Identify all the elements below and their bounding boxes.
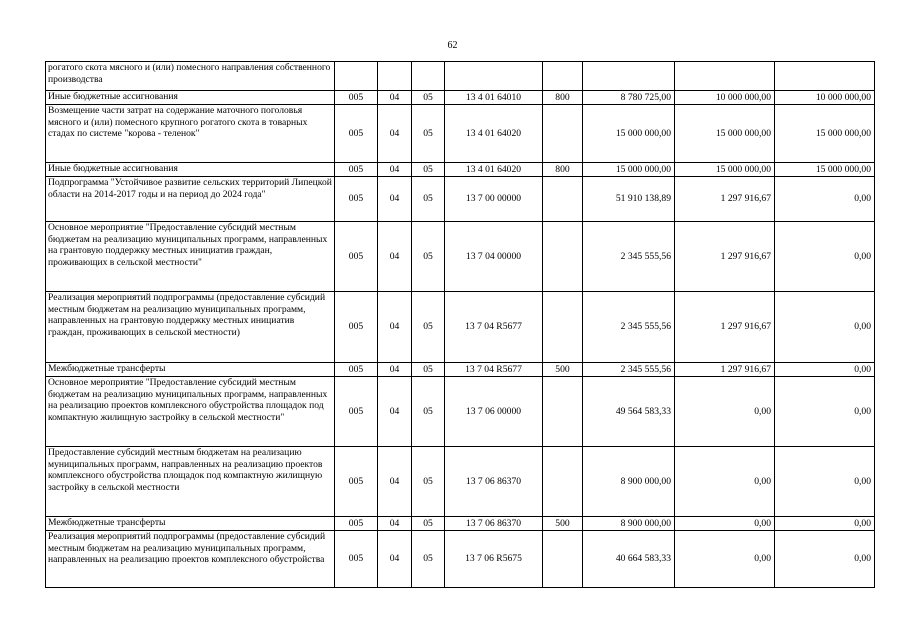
table-row <box>46 517 875 531</box>
cell-sum-3: 0,00 <box>775 222 875 292</box>
cell-expense-type <box>543 177 583 222</box>
cell-expense-type <box>543 105 583 163</box>
row-name: Иные бюджетные ассигнования <box>46 163 335 177</box>
cell-subsection: 05 <box>412 447 445 517</box>
cell-sum-1: 15 000 000,00 <box>583 163 675 177</box>
cell-ministry: 005 <box>335 377 378 447</box>
cell-section: 04 <box>378 531 412 588</box>
cell-target-code: 13 7 06 86370 <box>445 447 543 517</box>
row-name: Подпрограмма "Устойчивое развитие сельских территорий Липецкой области на 2014-2017 годы и на период до 2024 года" <box>46 177 335 222</box>
cell-expense-type: 800 <box>543 163 583 177</box>
cell-sum-3: 10 000 000,00 <box>775 91 875 105</box>
cell-sum-1 <box>583 62 675 91</box>
cell-sum-1: 2 345 555,56 <box>583 363 675 377</box>
cell-expense-type: 800 <box>543 91 583 105</box>
cell-target-code: 13 7 04 00000 <box>445 222 543 292</box>
cell-target-code <box>445 62 543 91</box>
cell-sum-3 <box>775 62 875 91</box>
cell-subsection: 05 <box>412 105 445 163</box>
table-row <box>46 62 875 91</box>
cell-target-code: 13 4 01 64020 <box>445 163 543 177</box>
cell-subsection: 05 <box>412 292 445 363</box>
cell-sum-3: 0,00 <box>775 363 875 377</box>
cell-sum-3: 0,00 <box>775 292 875 363</box>
cell-ministry: 005 <box>335 177 378 222</box>
table-row <box>46 91 875 105</box>
cell-sum-3: 15 000 000,00 <box>775 105 875 163</box>
row-name: Реализация мероприятий подпрограммы (предоставление субсидий местным бюджетам на реализацию муниципальных программ, направленных на реализацию проектов комплексного обустройства <box>46 531 335 588</box>
cell-target-code: 13 7 06 00000 <box>445 377 543 447</box>
cell-expense-type: 500 <box>543 517 583 531</box>
row-name: Предоставление субсидий местным бюджетам на реализацию муниципальных программ, направленных на реализацию проектов комплексного обустройства площадок под компактную жилищную застройку в сельской местности <box>46 447 335 517</box>
cell-target-code: 13 4 01 64010 <box>445 91 543 105</box>
row-name: Межбюджетные трансферты <box>46 517 335 531</box>
cell-sum-1: 2 345 555,56 <box>583 222 675 292</box>
cell-sum-2: 1 297 916,67 <box>675 222 775 292</box>
row-name: Межбюджетные трансферты <box>46 363 335 377</box>
cell-sum-1: 8 780 725,00 <box>583 91 675 105</box>
row-name: Возмещение части затрат на содержание маточного поголовья мясного и (или) помесного крупного рогатого скота в товарных стадах по системе "корова - теленок" <box>46 105 335 163</box>
cell-sum-2: 15 000 000,00 <box>675 163 775 177</box>
cell-sum-1: 51 910 138,89 <box>583 177 675 222</box>
cell-section <box>378 62 412 91</box>
row-name: Основное мероприятие "Предоставление субсидий местным бюджетам на реализацию муниципальных программ, направленных на грантовую поддержку местных инициатив граждан, проживающих в сельской местности" <box>46 222 335 292</box>
cell-expense-type <box>543 447 583 517</box>
row-name: Основное мероприятие "Предоставление субсидий местным бюджетам на реализацию муниципальных программ, направленных на реализацию проектов комплексного обустройства площадок под компактную жилищную застройку в сельской местности" <box>46 377 335 447</box>
cell-subsection: 05 <box>412 377 445 447</box>
cell-sum-1: 8 900 000,00 <box>583 517 675 531</box>
cell-section: 04 <box>378 517 412 531</box>
cell-sum-2: 1 297 916,67 <box>675 177 775 222</box>
table-row <box>46 222 875 292</box>
cell-sum-3: 0,00 <box>775 377 875 447</box>
table-row <box>46 292 875 363</box>
row-name: Иные бюджетные ассигнования <box>46 91 335 105</box>
cell-expense-type <box>543 62 583 91</box>
cell-ministry <box>335 62 378 91</box>
page-number: 62 <box>447 40 458 51</box>
cell-sum-1: 8 900 000,00 <box>583 447 675 517</box>
cell-target-code: 13 7 00 00000 <box>445 177 543 222</box>
cell-subsection <box>412 62 445 91</box>
cell-expense-type <box>543 222 583 292</box>
cell-sum-1: 40 664 583,33 <box>583 531 675 588</box>
cell-sum-1: 15 000 000,00 <box>583 105 675 163</box>
cell-sum-2: 0,00 <box>675 377 775 447</box>
cell-expense-type: 500 <box>543 363 583 377</box>
cell-target-code: 13 7 04 R5677 <box>445 292 543 363</box>
cell-target-code: 13 4 01 64020 <box>445 105 543 163</box>
cell-sum-2 <box>675 62 775 91</box>
cell-ministry: 005 <box>335 105 378 163</box>
cell-section: 04 <box>378 222 412 292</box>
cell-sum-3: 0,00 <box>775 531 875 588</box>
cell-subsection: 05 <box>412 163 445 177</box>
cell-sum-2: 1 297 916,67 <box>675 363 775 377</box>
cell-expense-type <box>543 531 583 588</box>
row-name: рогатого скота мясного и (или) помесного направления собственного производства <box>46 62 335 91</box>
budget-table <box>45 61 875 588</box>
cell-subsection: 05 <box>412 91 445 105</box>
table-row <box>46 163 875 177</box>
cell-subsection: 05 <box>412 531 445 588</box>
cell-subsection: 05 <box>412 363 445 377</box>
cell-ministry: 005 <box>335 91 378 105</box>
cell-section: 04 <box>378 377 412 447</box>
cell-expense-type <box>543 377 583 447</box>
cell-subsection: 05 <box>412 517 445 531</box>
cell-section: 04 <box>378 163 412 177</box>
cell-subsection: 05 <box>412 222 445 292</box>
cell-sum-3: 0,00 <box>775 177 875 222</box>
row-name: Реализация мероприятий подпрограммы (предоставление субсидий местным бюджетам на реализацию муниципальных программ, направленных на грантовую поддержку местных инициатив граждан, проживающих в сельской местности) <box>46 292 335 363</box>
cell-section: 04 <box>378 363 412 377</box>
cell-sum-3: 15 000 000,00 <box>775 163 875 177</box>
cell-sum-3: 0,00 <box>775 517 875 531</box>
cell-sum-2: 0,00 <box>675 517 775 531</box>
cell-target-code: 13 7 06 R5675 <box>445 531 543 588</box>
table-row <box>46 105 875 163</box>
cell-target-code: 13 7 04 R5677 <box>445 363 543 377</box>
table-row <box>46 531 875 588</box>
cell-ministry: 005 <box>335 163 378 177</box>
cell-section: 04 <box>378 91 412 105</box>
cell-section: 04 <box>378 105 412 163</box>
table-row <box>46 447 875 517</box>
cell-ministry: 005 <box>335 292 378 363</box>
cell-ministry: 005 <box>335 222 378 292</box>
cell-sum-1: 49 564 583,33 <box>583 377 675 447</box>
cell-ministry: 005 <box>335 363 378 377</box>
cell-sum-2: 1 297 916,67 <box>675 292 775 363</box>
cell-section: 04 <box>378 177 412 222</box>
cell-section: 04 <box>378 447 412 517</box>
cell-expense-type <box>543 292 583 363</box>
table-row <box>46 177 875 222</box>
cell-sum-2: 10 000 000,00 <box>675 91 775 105</box>
cell-sum-1: 2 345 555,56 <box>583 292 675 363</box>
cell-ministry: 005 <box>335 517 378 531</box>
table-row <box>46 377 875 447</box>
cell-sum-2: 0,00 <box>675 447 775 517</box>
cell-ministry: 005 <box>335 447 378 517</box>
cell-sum-2: 15 000 000,00 <box>675 105 775 163</box>
table-row <box>46 363 875 377</box>
cell-sum-2: 0,00 <box>675 531 775 588</box>
cell-section: 04 <box>378 292 412 363</box>
cell-sum-3: 0,00 <box>775 447 875 517</box>
cell-subsection: 05 <box>412 177 445 222</box>
cell-ministry: 005 <box>335 531 378 588</box>
cell-target-code: 13 7 06 86370 <box>445 517 543 531</box>
